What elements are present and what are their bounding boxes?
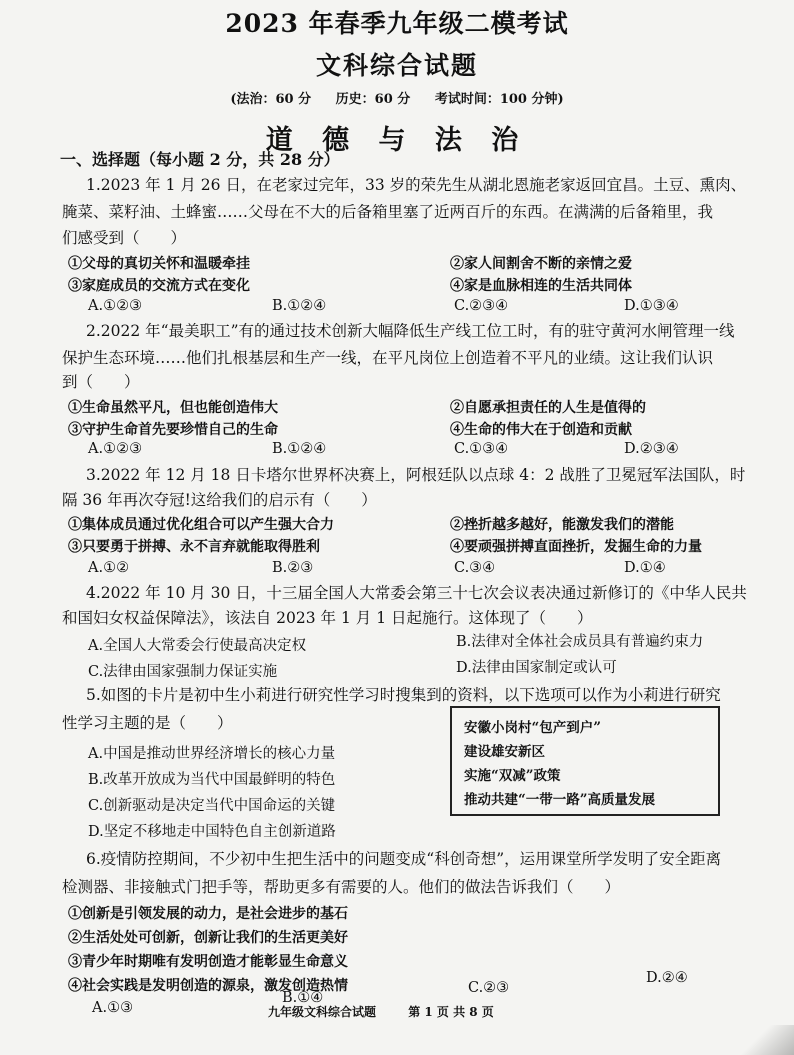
q4-answer-d[interactable]: D.法律由国家制定或认可 <box>456 660 617 676</box>
q2-answer-d[interactable]: D.②③④ <box>624 441 679 457</box>
q2-option-4: ④生命的伟大在于创造和贡献 <box>450 422 632 438</box>
q6-stem-line2: 检测器、非接触式门把手等，帮助更多有需要的人。他们的做法告诉我们（ ） <box>62 878 621 896</box>
q2-answer-a[interactable]: A.①②③ <box>88 441 143 457</box>
q2-option-3: ③守护生命首先要珍惜自己的生命 <box>68 422 278 438</box>
q1-option-2: ②家人间割舍不断的亲情之爱 <box>450 256 632 272</box>
q6-option-3: ③青少年时期唯有发明创造才能彰显生命意义 <box>68 954 348 970</box>
card-line-4: 推动共建“一带一路”高质量发展 <box>464 792 656 808</box>
q3-option-4: ④要顽强拼搏直面挫折，发掘生命的力量 <box>450 539 702 555</box>
q4-answer-b[interactable]: B.法律对全体社会成员具有普遍约束力 <box>456 634 704 650</box>
q5-stem-line1: 5.如图的卡片是初中生小莉进行研究性学习时搜集到的资料，以下选项可以作为小莉进行研究 <box>86 686 721 704</box>
q6-option-2: ②生活处处可创新，创新让我们的生活更美好 <box>68 930 348 946</box>
q4-stem-line1: 4.2022 年 10 月 30 日，十三届全国人大常委会第三十七次会议表决通过新修订的《中华人民共 <box>86 584 747 602</box>
q3-stem-line2: 隔 36 年再次夺冠!这给我们的启示有（ ） <box>62 491 377 509</box>
q6-option-4: ④社会实践是发明创造的源泉，激发创造热情 <box>68 978 348 994</box>
q4-stem-line2: 和国妇女权益保障法》，该法自 2023 年 1 月 1 日起施行。这体现了（ ） <box>62 609 593 627</box>
q1-option-4: ④家是血脉相连的生活共同体 <box>450 278 632 294</box>
score-law: (法治：60 分 <box>230 92 312 107</box>
q1-stem-line3: 们感受到（ ） <box>62 229 187 247</box>
footer-page-number: 第 1 页 共 8 页 <box>408 1005 494 1019</box>
q2-option-1: ①生命虽然平凡，但也能创造伟大 <box>68 400 278 416</box>
section-title: 道 德 与 法 治 <box>265 125 529 156</box>
q6-option-1: ①创新是引领发展的动力，是社会进步的基石 <box>68 906 348 922</box>
q3-answer-d[interactable]: D.①④ <box>624 560 666 576</box>
q1-answer-c[interactable]: C.②③④ <box>454 298 509 314</box>
q5-answer-b[interactable]: B.改革开放成为当代中国最鲜明的特色 <box>88 772 336 788</box>
q2-answer-b[interactable]: B.①②④ <box>272 441 327 457</box>
score-note <box>0 88 794 107</box>
q1-option-1: ①父母的真切关怀和温暖牵挂 <box>68 256 250 272</box>
q3-answer-c[interactable]: C.③④ <box>454 560 496 576</box>
q5-stem-line2: 性学习主题的是（ ） <box>62 714 233 732</box>
card-line-3: 实施“双减”政策 <box>464 768 561 784</box>
q3-answer-a[interactable]: A.①② <box>88 560 130 576</box>
q1-stem-line1: 1.2023 年 1 月 26 日，在老家过完年，33 岁的荣先生从湖北恩施老家返回宜昌。土豆、熏肉、 <box>86 176 747 194</box>
card-line-2: 建设雄安新区 <box>464 744 545 760</box>
q2-option-2: ②自愿承担责任的人生是值得的 <box>450 400 646 416</box>
q1-option-3: ③家庭成员的交流方式在变化 <box>68 278 250 294</box>
q3-option-1: ①集体成员通过优化组合可以产生强大合力 <box>68 517 334 533</box>
card-line-1: 安徽小岗村“包产到户” <box>464 720 602 736</box>
q3-option-3: ③只要勇于拼搏、永不言弃就能取得胜利 <box>68 539 320 555</box>
exam-time: 考试时间：100 分钟) <box>434 92 564 107</box>
q4-answer-a[interactable]: A.全国人大常委会行使最高决定权 <box>88 638 307 654</box>
q2-stem-line3: 到（ ） <box>62 373 140 391</box>
q5-answer-c[interactable]: C.创新驱动是决定当代中国命运的关键 <box>88 798 336 814</box>
q1-answer-d[interactable]: D.①③④ <box>624 298 679 314</box>
corner-shadow <box>734 1025 794 1055</box>
q3-answer-b[interactable]: B.②③ <box>272 560 314 576</box>
q4-answer-c[interactable]: C.法律由国家强制力保证实施 <box>88 664 278 680</box>
footer-subject: 九年级文科综合试题 <box>268 1005 377 1019</box>
q6-answer-b[interactable]: B.①④ <box>282 990 324 1006</box>
page-footer <box>268 1003 522 1020</box>
q1-answer-a[interactable]: A.①②③ <box>88 298 143 314</box>
q6-stem-line1: 6.疫情防控期间，不少初中生把生活中的问题变成“科创奇想”，运用课堂所学发明了安全距离 <box>86 850 722 868</box>
q6-answer-c[interactable]: C.②③ <box>468 980 510 996</box>
q5-answer-a[interactable]: A.中国是推动世界经济增长的核心力量 <box>88 746 336 762</box>
q6-answer-a[interactable]: A.①③ <box>92 1000 134 1016</box>
exam-title: 2023 年春季九年级二模考试 <box>225 9 569 38</box>
q1-stem-line2: 腌菜、菜籽油、土蜂蜜……父母在不大的后备箱里塞了近两百斤的东西。在满满的后备箱里，我 <box>62 203 714 221</box>
q3-option-2: ②挫折越多越好，能激发我们的潜能 <box>450 517 674 533</box>
part-heading: 一、选择题（每小题 2 分，共 28 分） <box>60 150 340 169</box>
q1-answer-b[interactable]: B.①②④ <box>272 298 327 314</box>
info-card <box>450 706 720 816</box>
exam-subtitle: 文科综合试题 <box>315 51 478 80</box>
q5-answer-d[interactable]: D.坚定不移地走中国特色自主创新道路 <box>88 824 336 840</box>
q3-stem-line1: 3.2022 年 12 月 18 日卡塔尔世界杯决赛上，阿根廷队以点球 4：2 战胜了卫冕冠军法国队，时 <box>86 466 746 484</box>
q2-answer-c[interactable]: C.①③④ <box>454 441 509 457</box>
q2-stem-line1: 2.2022 年“最美职工”有的通过技术创新大幅降低生产线工位工时，有的驻守黄河水闸管理一线 <box>86 322 735 340</box>
q6-answer-d[interactable]: D.②④ <box>646 970 688 986</box>
score-history: 历史：60 分 <box>335 92 411 107</box>
q2-stem-line2: 保护生态环境……他们扎根基层和生产一线，在平凡岗位上创造着不平凡的业绩。这让我们认识 <box>62 349 714 367</box>
